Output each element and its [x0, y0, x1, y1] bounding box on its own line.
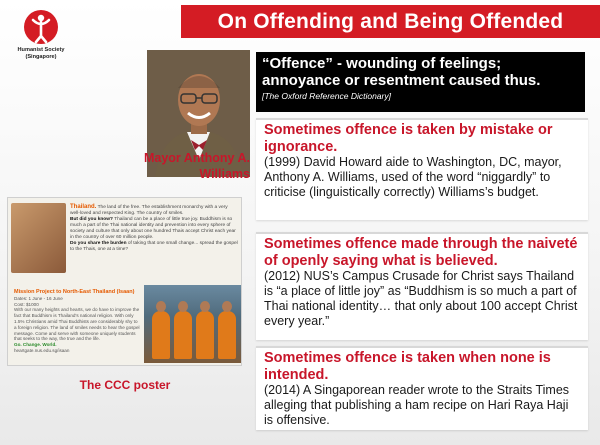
poster-url: heartgate.nus.edu.sg/isaan: [14, 347, 70, 353]
mayor-caption: [120, 151, 250, 201]
offence-panel-unintended: [256, 346, 588, 430]
definition-text: “Offence” - wounding of feelings; annoyance or resentment caused thus.: [262, 55, 541, 89]
poster-dates: Dates: 1 June - 16 June: [14, 295, 63, 301]
poster-share-rest: of taking that one small change... spread the gospel to the Thais, one at a time?: [70, 241, 238, 252]
poster-did-you-know: But did you know?: [70, 217, 113, 222]
poster-monks-photo: [144, 285, 242, 363]
poster-project-body: With our many heights and hearts, we do have to improve the fact that Buddhism is Thailand's national religion. With only 1.5% Christians amid Thai Buddhists are considerably shy to a foreign religion. The land of smiles needs to hear the gospel message. Come and serve with someone uniquely students that seeks to the way, the true and the life.: [14, 307, 140, 342]
logo-line-1: Humanist Society: [17, 47, 65, 53]
definition-box: [256, 52, 585, 112]
poster-cta: Go. Change. World.: [14, 342, 57, 348]
monk-figure: [218, 311, 236, 359]
panel-body: (2014) A Singaporean reader wrote to the Straits Times alleging that publishing a ham recipe on Hari Raya Haji is offensive.: [264, 383, 570, 427]
logo-line-2: (Singapore): [25, 53, 57, 60]
mayor-caption-line-1: Mayor Anthony A.: [143, 151, 250, 165]
monk-figure: [174, 311, 192, 359]
logo-text: [10, 47, 72, 60]
monk-figure: [196, 311, 214, 359]
poster-intro: The land of the free. The establishment monarchy with a very well-loved and respected King. The country of smiles.: [70, 205, 228, 216]
monk-figure: [152, 311, 170, 359]
poster-cost: Cost: $1000: [14, 301, 39, 307]
panel-heading: Sometimes offence is taken by mistake or ignorance.: [264, 122, 553, 155]
offence-panel-mistake: [256, 118, 588, 220]
poster-project-text: [14, 290, 140, 354]
poster-headline: Thailand.: [70, 204, 97, 210]
poster-children-photo: [11, 203, 66, 273]
mayor-caption-line-2: Williams: [199, 166, 250, 181]
definition-source: [The Oxford Reference Dictionary]: [262, 91, 391, 101]
poster-main-text: [70, 204, 238, 253]
humanist-figure-icon: [23, 9, 59, 45]
panel-heading: Sometimes offence is taken when none is intended.: [264, 350, 551, 383]
poster-share: Do you share the burden: [70, 241, 127, 246]
offence-panel-naivete: [256, 232, 588, 340]
poster-body: Thailand can be a place of little true joy. Buddhism is so much a part of the Thai national identity and prevention into every sphere of society and culture that only about one hundred Thais accept Christ each year in the country of over 60 million people.: [70, 217, 236, 240]
panel-heading: Sometimes offence made through the naiveté of openly saying what is believed.: [264, 236, 578, 269]
poster-caption: The CCC poster: [79, 378, 171, 392]
poster-project-title: Mission Project to North-East Thailand (Isaan): [14, 289, 135, 295]
slide-title: On Offending and Being Offended: [181, 5, 600, 38]
panel-body: (1999) David Howard aide to Washington, DC, mayor, Anthony A. Williams, used of the word “niggardly” to criticise (linguistically correctly) Williams’s budget.: [264, 155, 562, 199]
panel-body: (2012) NUS’s Campus Crusade for Christ says Thailand is “a place of little joy” as “Buddhism is so much a part of Thai national identity… that only about 100 accept Christ every year.”: [264, 269, 578, 328]
humanist-society-logo: [10, 9, 72, 60]
ccc-poster: [7, 197, 242, 366]
